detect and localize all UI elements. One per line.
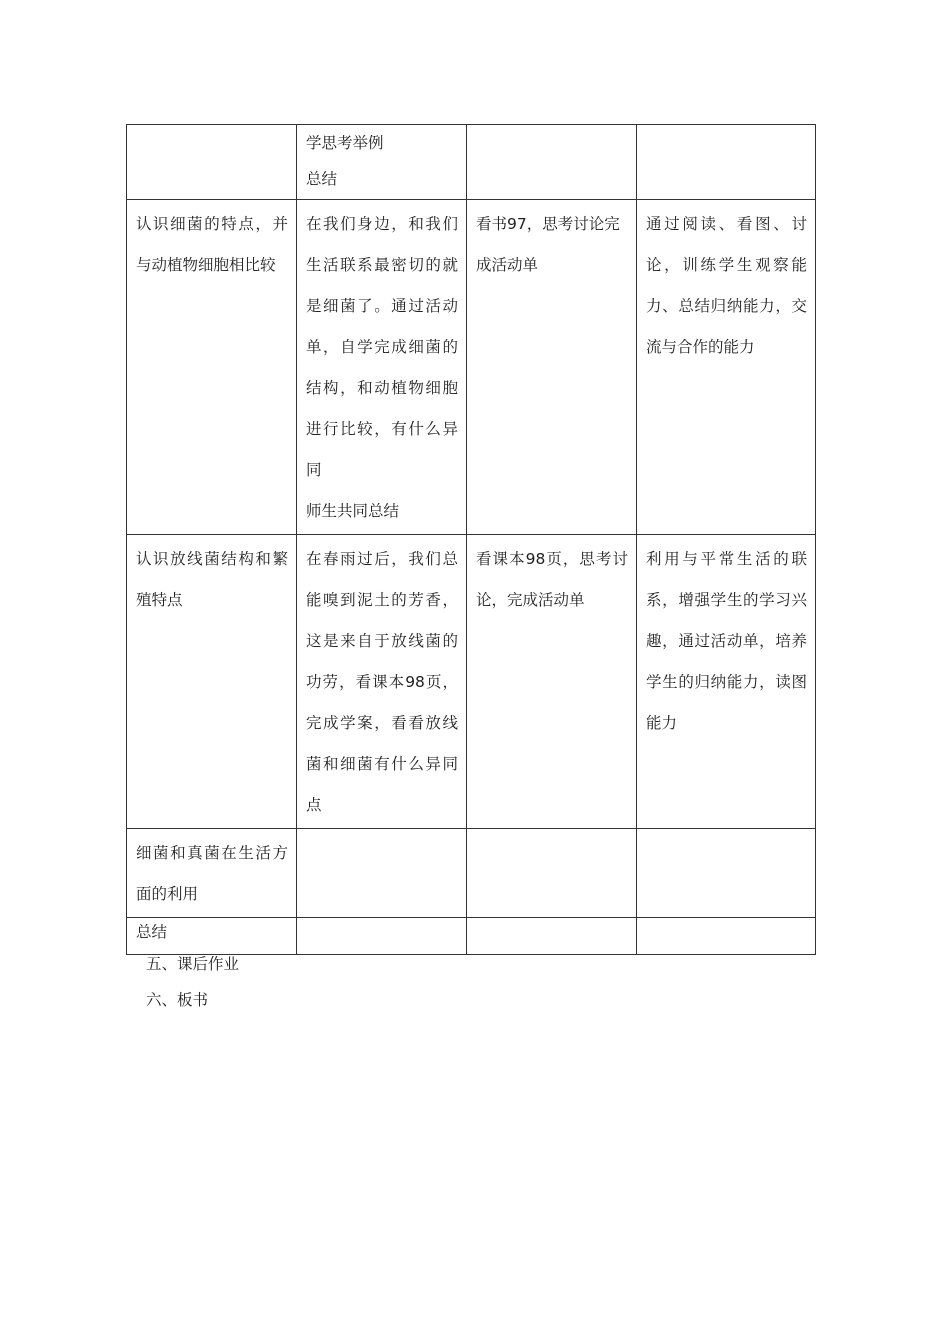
- cell-line: 总结: [306, 170, 338, 188]
- table-cell: 看课本98页，思考讨论，完成活动单: [467, 535, 637, 829]
- table-cell: 通过阅读、看图、讨论，训练学生观察能力、总结归纳能力，交流与合作的能力: [637, 200, 816, 535]
- table-cell: [127, 125, 297, 200]
- table-cell: 在春雨过后，我们总能嗅到泥土的芳香，这是来自于放线菌的功劳，看课本98页，完成学案，看看放线菌和细菌有什么异同点: [297, 535, 467, 829]
- table-cell: [297, 125, 467, 200]
- table-cell: [467, 918, 637, 955]
- table-cell: [297, 200, 467, 535]
- table-cell: 细菌和真菌在生活方面的利用: [127, 829, 297, 918]
- table-cell: [467, 125, 637, 200]
- section-heading-board: 六、板书: [146, 991, 209, 1009]
- table-row: [127, 200, 816, 535]
- table-cell: [467, 829, 637, 918]
- table-cell: [637, 829, 816, 918]
- section-heading-homework: 五、课后作业: [146, 955, 240, 973]
- table-cell: 利用与平常生活的联系，增强学生的学习兴趣，通过活动单，培养学生的归纳能力，读图能力: [637, 535, 816, 829]
- table-cell: 总结: [127, 918, 297, 955]
- table-cell: 认识细菌的特点，并与动植物细胞相比较: [127, 200, 297, 535]
- table-row: [127, 829, 816, 918]
- cell-line: 学思考举例: [306, 134, 384, 152]
- table-row: [127, 125, 816, 200]
- cell-line: 师生共同总结: [306, 502, 400, 520]
- table-cell: [637, 125, 816, 200]
- table-cell: [297, 918, 467, 955]
- table-cell: 认识放线菌结构和繁殖特点: [127, 535, 297, 829]
- table-row: [127, 535, 816, 829]
- cell-paragraph: 在我们身边，和我们生活联系最密切的就是细菌了。通过活动单，自学完成细菌的结构，和动植物细胞进行比较，有什么异同: [306, 215, 458, 479]
- table-cell: [297, 829, 467, 918]
- table-row: [127, 918, 816, 955]
- table-cell: [637, 918, 816, 955]
- table-cell: 看书97，思考讨论完成活动单: [467, 200, 637, 535]
- lesson-plan-table: [126, 124, 816, 955]
